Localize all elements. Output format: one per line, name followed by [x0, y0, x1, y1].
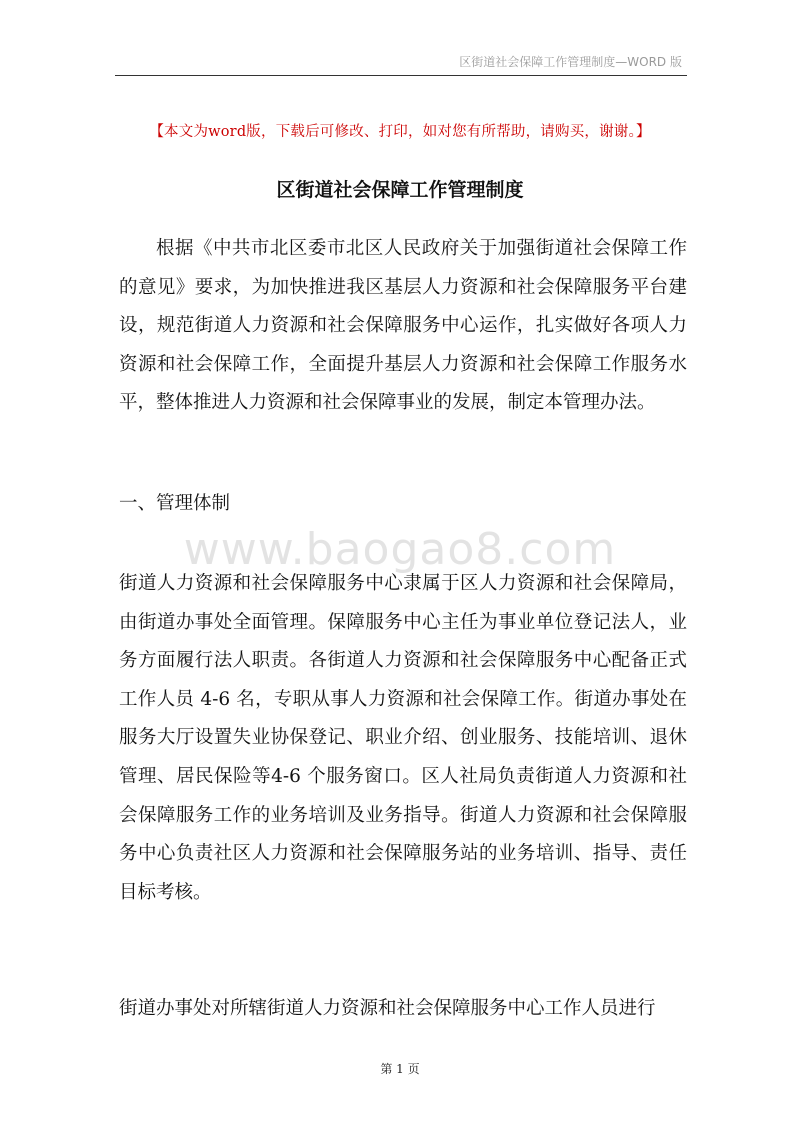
watermark: www.baogao8.com [183, 524, 617, 575]
document-title: 区街道社会保障工作管理制度 [276, 179, 524, 201]
download-notice: 【本文为word版，下载后可修改、打印，如对您有所帮助，请购买，谢谢。】 [149, 124, 651, 140]
header-divider [115, 75, 687, 76]
section-heading-management-system: 一、管理体制 [119, 493, 231, 514]
page-header: 区街道社会保障工作管理制度—WORD 版 [459, 55, 682, 69]
page-number: 第 1 页 [380, 1062, 420, 1076]
paragraph-intro: 根据《中共市北区委市北区人民政府关于加强街道社会保障工作的意见》要求，为加快推进我区基层人力资源和社会保障服务平台建设，规范街道人力资源和社会保障服务中心运作，扎实做好各项人力资源和社会保障工作，全面提升基层人力资源和社会保障工作服务水平，整体推进人力资源和社会保障事业的发展，制定本管理办法。 [119, 238, 687, 414]
paragraph-continuation: 街道办事处对所辖街道人力资源和社会保障服务中心工作人员进行 [119, 998, 656, 1019]
paragraph-management-body: 街道人力资源和社会保障服务中心隶属于区人力资源和社会保障局，由街道办事处全面管理。保障服务中心主任为事业单位登记法人，业务方面履行法人职责。各街道人力资源和社会保障服务中心配备正式工作人员 4-6 名，专职从事人力资源和社会保障工作。街道办事处在服务大厅设置失业协保登记、职业介绍、创业服务、技能培训、退休管理、居民保险等4-6 个服务窗口。区人社局负责街道人力资源和社会保障服务工作的业务培训及业务指导。街道人力资源和社会保障服务中心负责社区人力资源和社会保障服务站的业务培训、指导、责任目标考核。 [119, 573, 687, 903]
